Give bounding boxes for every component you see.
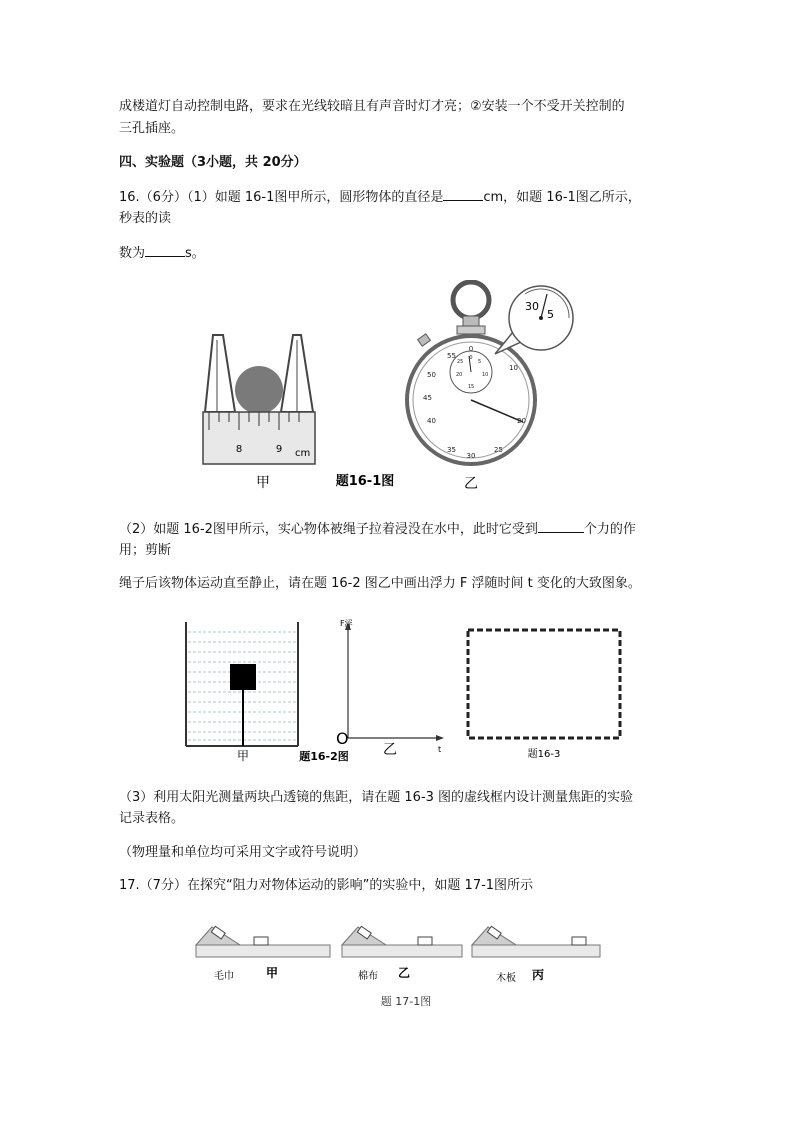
dial-inner-15: 15 [467, 384, 475, 390]
q16-part2-text-b: 个力的作 [583, 522, 636, 537]
axis-x-label: t [438, 745, 442, 754]
q16-part3-line2: 记录表格。 [119, 811, 185, 826]
dial-outer-35: 35 [447, 446, 456, 454]
zoom-bubble [495, 286, 573, 354]
q16-part1-line1 [119, 186, 679, 209]
fig17-caption: 题 17-1图 [380, 995, 432, 1008]
q16-part1-line2: 秒表的读 [119, 211, 172, 226]
surface-label-towel: 毛巾 [214, 971, 234, 982]
ruler-unit: cm [295, 448, 311, 459]
dial-inner-5: 5 [478, 359, 482, 365]
dial-inner-25: 25 [457, 359, 464, 365]
ruler-with-triangles [203, 335, 315, 464]
q16-part3-note: （物理量和单位均可采用文字或符号说明） [119, 845, 367, 860]
submerged-block [230, 664, 256, 690]
dial-outer-20: 20 [517, 417, 526, 425]
dial-inner-0: 0 [469, 355, 473, 361]
q16-part1-text-b: cm，如题 16-1图乙所示， [483, 190, 641, 205]
dial-outer-0: 0 [468, 345, 474, 353]
surface-mark-yi: 乙 [398, 966, 411, 980]
intro-line-2: 三孔插座。 [119, 121, 185, 136]
buoyancy-time-graph [336, 618, 444, 758]
round-object [235, 366, 283, 414]
fig2-title: 题16-2图 [299, 750, 349, 763]
q16-part1-line3-a: 数为 [119, 246, 146, 261]
fig1-caption-jia: 甲 [256, 475, 270, 491]
figure-16-2 [180, 614, 630, 764]
fig1-caption-yi: 乙 [464, 476, 478, 492]
section-title: 四、实验题（3小题，共 20分） [119, 155, 307, 170]
dashed-answer-box[interactable] [468, 630, 620, 738]
dial-outer-30: 30 [466, 452, 476, 460]
dial-inner-20: 20 [456, 372, 463, 378]
ramp-wood [472, 926, 600, 957]
fig2-caption-jia: 甲 [236, 749, 250, 763]
q16-part2-line2: 用；剪断 [119, 543, 172, 558]
dial-outer-50: 50 [427, 371, 436, 379]
ramp-towel [196, 926, 330, 957]
q16-part1-line3 [119, 242, 679, 265]
axis-y-label: F浮 [340, 619, 353, 628]
dial-outer-10: 10 [509, 364, 518, 372]
dial-outer-45: 45 [423, 394, 432, 402]
q16-part1-line3-b: s。 [185, 246, 205, 261]
q17-text: 17.（7分）在探究“阻力对物体运动的影响”的实验中，如题 17-1图所示 [119, 878, 534, 893]
fig3-title: 题16-3 [527, 749, 561, 760]
dial-outer-25: 25 [494, 446, 503, 454]
surface-label-wood: 木板 [496, 973, 516, 984]
dial-outer-55: 55 [447, 352, 456, 360]
q16-part2-line1 [119, 518, 679, 541]
zoom-label-30: 30 [525, 300, 539, 313]
water-container [186, 622, 298, 746]
fig1-title: 题16-1图 [335, 474, 395, 489]
surface-mark-bing: 丙 [532, 968, 545, 982]
intro-line-1: 成楼道灯自动控制电路，要求在光线较暗且有声音时灯才亮；②安装一个不受开关控制的 [119, 99, 625, 114]
dial-outer-40: 40 [427, 417, 436, 425]
answer-blank-stopwatch[interactable] [145, 242, 185, 257]
figure-16-1 [195, 280, 595, 495]
surface-label-cotton: 棉布 [358, 971, 378, 982]
answer-blank-diameter[interactable] [443, 186, 483, 201]
origin-label: O [336, 729, 349, 748]
ruler-tick-8: 8 [235, 444, 243, 455]
fig2-caption-yi: 乙 [383, 742, 397, 758]
surface-mark-jia: 甲 [266, 966, 279, 980]
figure-17-1 [190, 915, 610, 1015]
zoom-label-5: 5 [547, 308, 554, 321]
q16-part2-text-a: （2）如题 16-2图甲所示，实心物体被绳子拉着浸没在水中，此时它受到 [119, 522, 538, 537]
q16-part1-text-a: 16.（6分）（1）如题 16-1图甲所示，圆形物体的直径是 [119, 190, 444, 205]
dial-inner-10: 10 [482, 372, 489, 378]
q16-part2-line3: 绳子后该物体运动直至静止，请在题 16-2 图乙中画出浮力 F 浮随时间 t 变化的大致图象。 [119, 576, 641, 591]
ruler-tick-9: 9 [275, 444, 283, 455]
q16-part3-line1: （3）利用太阳光测量两块凸透镜的焦距，请在题 16-3 图的虚线框内设计测量焦距的实验 [119, 790, 634, 805]
ramp-cotton [342, 926, 462, 957]
answer-blank-force-count[interactable] [538, 518, 584, 533]
